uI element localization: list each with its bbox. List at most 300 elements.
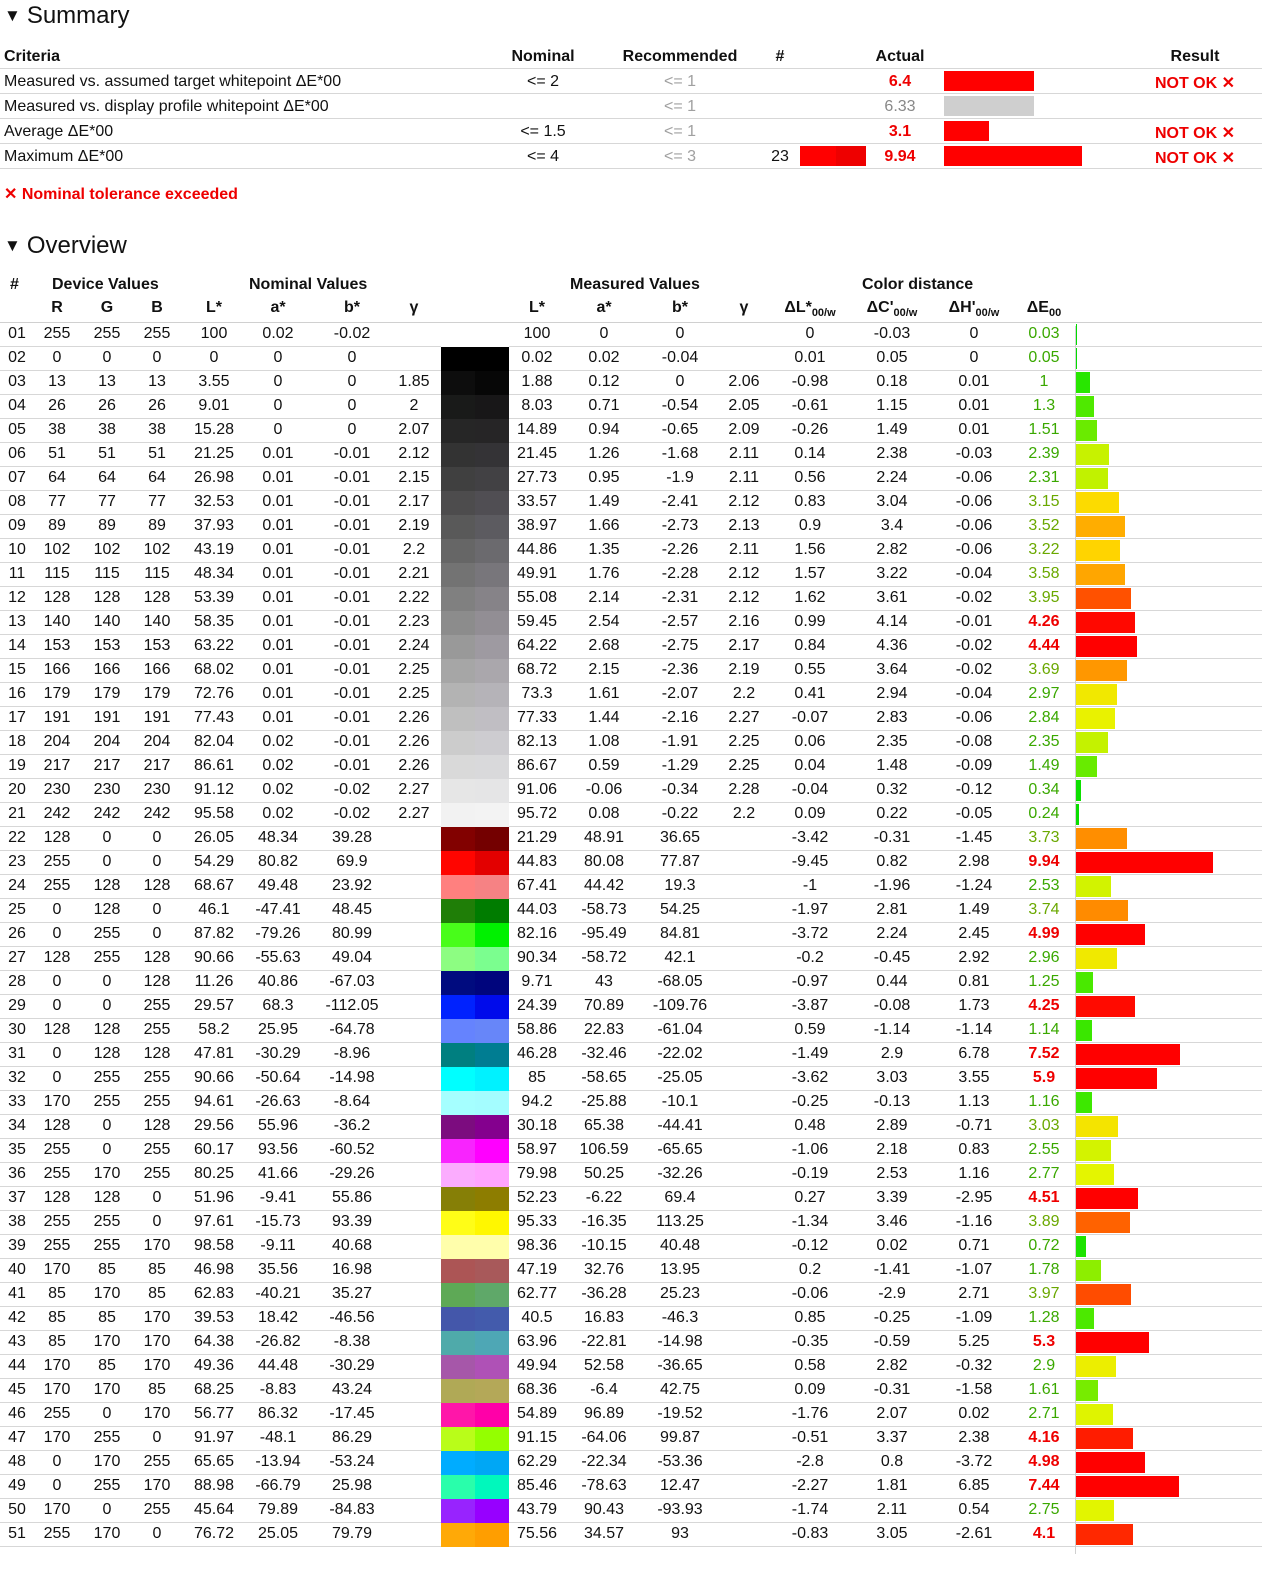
delta-h-cell: -0.06	[955, 709, 993, 726]
delta-e-cell: 3.74	[1028, 901, 1060, 918]
measured-a-cell: 0.12	[588, 373, 620, 390]
device-r-cell: 0	[52, 1453, 62, 1470]
summary-header-row	[0, 44, 1262, 69]
delta-l-cell: -3.87	[791, 997, 829, 1014]
device-b-cell: 170	[143, 1309, 171, 1326]
delta-e-bar	[1076, 1068, 1157, 1089]
measured-gamma-cell: 2.2	[732, 685, 756, 702]
delta-e-cell: 4.25	[1028, 997, 1060, 1014]
nominal-gamma-cell: 2.15	[398, 469, 430, 486]
nominal-b-cell: -0.01	[333, 757, 371, 774]
table-row	[0, 923, 1262, 947]
measured-a-cell: 44.42	[583, 877, 625, 894]
nominal-b-cell: -8.38	[333, 1333, 371, 1350]
delta-c-cell: 0.05	[876, 349, 908, 366]
device-r-cell: 170	[43, 1429, 71, 1446]
measured-swatch	[475, 539, 509, 563]
measured-l-cell: 0.02	[521, 349, 553, 366]
table-row	[0, 1067, 1262, 1091]
nominal-l-cell: 95.58	[193, 805, 235, 822]
delta-e-cell: 1	[1039, 373, 1049, 390]
device-b-cell: 0	[152, 349, 162, 366]
device-r-cell: 170	[43, 1501, 71, 1518]
delta-c-cell: 1.49	[876, 421, 908, 438]
table-row	[0, 1451, 1262, 1475]
nominal-values-header: Nominal Values	[249, 276, 368, 293]
measured-b-cell: 12.47	[659, 1477, 701, 1494]
delta-l-cell: 0.84	[794, 637, 826, 654]
measured-a-cell: -58.73	[581, 901, 627, 918]
measured-l-cell: 21.45	[516, 445, 558, 462]
delta-l-cell: -9.45	[791, 853, 829, 870]
summary-row	[0, 144, 1262, 169]
table-row	[0, 851, 1262, 875]
measured-b-cell: -93.93	[657, 1501, 703, 1518]
measured-swatch	[475, 1427, 509, 1451]
delta-e-cell: 1.78	[1028, 1261, 1060, 1278]
delta-h-cell: -0.06	[955, 469, 993, 486]
delta-h-cell: 0	[969, 349, 979, 366]
measured-a-cell: 1.49	[588, 493, 620, 510]
delta-c-cell: 0.02	[876, 1237, 908, 1254]
nominal-a-cell: 79.89	[257, 1501, 299, 1518]
delta-h-cell: 0.01	[958, 421, 990, 438]
delta-l-cell: 0.04	[794, 757, 826, 774]
device-g-cell: 128	[93, 901, 121, 918]
delta-e-cell: 3.03	[1028, 1117, 1060, 1134]
nominal-a-cell: -79.26	[255, 925, 301, 942]
device-g-cell: 0	[102, 997, 112, 1014]
delta-e-cell: 3.52	[1028, 517, 1060, 534]
nominal-b-cell: -0.02	[333, 325, 371, 342]
delta-e-bar	[1076, 1260, 1101, 1281]
criteria-cell: Measured vs. assumed target whitepoint ΔE*00	[4, 73, 342, 90]
delta-c-cell: -0.13	[873, 1093, 911, 1110]
device-r-cell: 242	[43, 805, 71, 822]
device-r-cell: 255	[43, 1165, 71, 1182]
delta-h-cell: 0	[969, 325, 979, 342]
patch-number-cell: 39	[8, 1237, 26, 1254]
patch-number-cell: 09	[8, 517, 26, 534]
device-r-cell: 140	[43, 613, 71, 630]
measured-l-cell: 55.08	[516, 589, 558, 606]
measured-swatch	[475, 347, 509, 371]
nominal-l-cell: 45.64	[193, 1501, 235, 1518]
patch-number-cell: 20	[8, 781, 26, 798]
nominal-swatch	[441, 395, 475, 419]
nominal-l-cell: 91.97	[193, 1429, 235, 1446]
delta-c-cell: -0.08	[873, 997, 911, 1014]
nominal-a-cell: 0.01	[262, 661, 294, 678]
nominal-b-cell: -84.83	[329, 1501, 375, 1518]
delta-h-cell: -0.03	[955, 445, 993, 462]
device-r-cell: 170	[43, 1357, 71, 1374]
delta-c-cell: 3.03	[876, 1069, 908, 1086]
nominal-gamma-cell: 2	[409, 397, 419, 414]
table-row	[0, 827, 1262, 851]
delta-e-cell: 1.14	[1028, 1021, 1060, 1038]
delta-l-cell: -2.27	[791, 1477, 829, 1494]
delta-h-cell: -2.61	[955, 1525, 993, 1542]
device-g-cell: 255	[93, 1429, 121, 1446]
measured-gamma-cell: 2.2	[732, 805, 756, 822]
delta-e-bar	[1076, 1380, 1098, 1401]
patch-number-cell: 15	[8, 661, 26, 678]
nominal-gamma-cell: 2.12	[398, 445, 430, 462]
measured-a-cell: -0.06	[585, 781, 623, 798]
nominal-gamma-cell: 2.07	[398, 421, 430, 438]
nominal-swatch	[441, 419, 475, 443]
nominal-swatch	[441, 779, 475, 803]
delta-e-cell: 4.51	[1028, 1189, 1060, 1206]
delta-h-cell: -0.08	[955, 733, 993, 750]
bar-axis-line	[1075, 326, 1076, 1554]
delta-c-cell: 0.22	[876, 805, 908, 822]
delta-e-bar	[1076, 492, 1119, 513]
measured-gamma-cell: 2.19	[728, 661, 760, 678]
device-r-cell: 170	[43, 1093, 71, 1110]
device-r-cell: 64	[48, 469, 66, 486]
device-r-cell: 255	[43, 1141, 71, 1158]
nominal-b-cell: -8.96	[333, 1045, 371, 1062]
col-gamma: γ	[409, 299, 419, 316]
nominal-swatch	[441, 323, 475, 347]
patch-number-cell: 18	[8, 733, 26, 750]
patch-number-cell: 04	[8, 397, 26, 414]
measured-l-cell: 94.2	[521, 1093, 553, 1110]
measured-swatch	[475, 947, 509, 971]
measured-a-cell: 106.59	[579, 1141, 629, 1158]
device-g-cell: 191	[93, 709, 121, 726]
nominal-gamma-cell: 2.24	[398, 637, 430, 654]
nominal-a-cell: 0.02	[262, 325, 294, 342]
nominal-b-cell: -0.01	[333, 541, 371, 558]
delta-h-cell: 0.81	[958, 973, 990, 990]
measured-gamma-cell: 2.17	[728, 637, 760, 654]
delta-e-bar	[1076, 372, 1090, 393]
delta-l-cell: -3.62	[791, 1069, 829, 1086]
measured-swatch	[475, 1067, 509, 1091]
nominal-l-cell: 43.19	[193, 541, 235, 558]
color-distance-header: Color distance	[862, 276, 974, 293]
device-g-cell: 85	[98, 1357, 116, 1374]
device-g-cell: 255	[93, 1213, 121, 1230]
overview-section-header[interactable]	[4, 232, 127, 260]
patch-number-cell: 27	[8, 949, 26, 966]
device-g-cell: 128	[93, 1021, 121, 1038]
measured-swatch	[475, 803, 509, 827]
nominal-swatch	[441, 1115, 475, 1139]
measured-l-cell: 43.79	[516, 1501, 558, 1518]
delta-l-cell: 0.58	[794, 1357, 826, 1374]
nominal-gamma-cell: 2.27	[398, 805, 430, 822]
measured-b-cell: -36.65	[657, 1357, 703, 1374]
measured-a-cell: 70.89	[583, 997, 625, 1014]
measured-b-cell: -1.29	[661, 757, 699, 774]
measured-swatch	[475, 443, 509, 467]
delta-e-bar	[1076, 540, 1120, 561]
patch-number-cell: 25	[8, 901, 26, 918]
nominal-a-cell: 0.01	[262, 589, 294, 606]
nominal-l-cell: 91.12	[193, 781, 235, 798]
device-b-cell: 85	[148, 1261, 166, 1278]
delta-c-cell: 2.81	[876, 901, 908, 918]
measured-a-cell: 0.94	[588, 421, 620, 438]
table-row	[0, 1283, 1262, 1307]
measured-swatch	[475, 971, 509, 995]
measured-gamma-cell: 2.12	[728, 493, 760, 510]
nominal-b-cell: 39.28	[331, 829, 373, 846]
delta-h-cell: -1.24	[955, 877, 993, 894]
criteria-cell: Maximum ΔE*00	[4, 148, 124, 165]
nominal-swatch	[441, 1163, 475, 1187]
delta-l-cell: -1.49	[791, 1045, 829, 1062]
table-row	[0, 875, 1262, 899]
device-g-cell: 255	[93, 1477, 121, 1494]
delta-h-cell: -3.72	[955, 1453, 993, 1470]
measured-a-cell: -25.88	[581, 1093, 627, 1110]
table-row	[0, 395, 1262, 419]
nominal-b-cell: 93.39	[331, 1213, 373, 1230]
device-b-cell: 0	[152, 901, 162, 918]
nominal-b-cell: 55.86	[331, 1189, 373, 1206]
delta-e-bar	[1076, 1500, 1114, 1521]
nominal-a-cell: 0.02	[262, 805, 294, 822]
delta-e-cell: 1.28	[1028, 1309, 1060, 1326]
device-r-cell: 204	[43, 733, 71, 750]
delta-e-cell: 0.34	[1028, 781, 1060, 798]
delta-e-cell: 0.72	[1028, 1237, 1060, 1254]
nominal-b-cell: -0.01	[333, 517, 371, 534]
measured-l-cell: 58.97	[516, 1141, 558, 1158]
nominal-l-cell: 90.66	[193, 1069, 235, 1086]
device-b-cell: 77	[148, 493, 166, 510]
delta-e-bar	[1076, 636, 1137, 657]
patch-number-cell: 05	[8, 421, 26, 438]
delta-c-cell: 2.24	[876, 469, 908, 486]
measured-b-cell: -0.54	[661, 397, 699, 414]
measured-b-cell: 84.81	[659, 925, 701, 942]
measured-l-cell: 91.06	[516, 781, 558, 798]
delta-e-bar	[1076, 324, 1077, 345]
measured-swatch	[475, 851, 509, 875]
delta-c-cell: 2.11	[877, 1501, 907, 1518]
measured-a-cell: -22.34	[581, 1453, 627, 1470]
nominal-swatch	[441, 1523, 475, 1547]
delta-c-cell: 4.36	[876, 637, 908, 654]
delta-l-cell: 0.56	[794, 469, 826, 486]
recommended-header: Recommended	[622, 48, 738, 65]
measured-gamma-cell: 2.13	[728, 517, 760, 534]
delta-e-bar	[1076, 1044, 1180, 1065]
nominal-a-cell: 0.01	[262, 445, 294, 462]
device-b-cell: 85	[148, 1381, 166, 1398]
delta-l-cell: -0.04	[791, 781, 829, 798]
patch-number-cell: 10	[8, 541, 26, 558]
measured-swatch	[475, 491, 509, 515]
delta-e-bar	[1076, 1188, 1138, 1209]
nominal-a-cell: 0.02	[262, 781, 294, 798]
device-g-cell: 179	[93, 685, 121, 702]
measured-swatch	[475, 1235, 509, 1259]
device-g-cell: 128	[93, 877, 121, 894]
nominal-a-cell: -50.64	[255, 1069, 301, 1086]
device-g-cell: 13	[98, 373, 116, 390]
delta-e-bar	[1076, 1092, 1092, 1113]
measured-b-cell: -65.65	[657, 1141, 703, 1158]
measured-l-cell: 49.91	[516, 565, 558, 582]
device-g-cell: 0	[102, 1501, 112, 1518]
measured-l-cell: 95.33	[516, 1213, 558, 1230]
device-g-cell: 128	[93, 1045, 121, 1062]
delta-e-cell: 4.16	[1028, 1429, 1060, 1446]
device-g-cell: 255	[93, 949, 121, 966]
delta-l-cell: 0.9	[798, 517, 822, 534]
nominal-swatch	[441, 587, 475, 611]
delta-e-bar	[1076, 1452, 1145, 1473]
measured-l-cell: 46.28	[516, 1045, 558, 1062]
delta-e-bar	[1076, 516, 1125, 537]
measured-l-cell: 82.16	[516, 925, 558, 942]
device-b-cell: 115	[144, 565, 170, 582]
nominal-swatch	[441, 899, 475, 923]
device-r-cell: 166	[43, 661, 71, 678]
measured-a-cell: 0.95	[588, 469, 620, 486]
measured-b-cell: 0	[675, 325, 685, 342]
device-g-cell: 38	[98, 421, 116, 438]
delta-e-cell: 1.25	[1028, 973, 1060, 990]
nominal-l-cell: 60.17	[193, 1141, 235, 1158]
device-r-cell: 255	[43, 325, 71, 342]
measured-a-cell: 1.66	[588, 517, 620, 534]
col-measured-b: b*	[672, 299, 688, 316]
delta-l-cell: 0.09	[794, 805, 826, 822]
table-row	[0, 371, 1262, 395]
device-r-cell: 0	[52, 1477, 62, 1494]
delta-c-cell: -0.45	[873, 949, 911, 966]
patch-number-cell: 43	[8, 1333, 26, 1350]
nominal-l-cell: 80.25	[193, 1165, 235, 1182]
measured-b-cell: -0.34	[661, 781, 699, 798]
delta-h-cell: 0.01	[958, 373, 990, 390]
measured-a-cell: -64.06	[581, 1429, 627, 1446]
delta-e-cell: 3.69	[1028, 661, 1060, 678]
measured-b-cell: -2.28	[661, 565, 699, 582]
delta-c-cell: 0.32	[876, 781, 908, 798]
measured-swatch	[475, 779, 509, 803]
criteria-header: Criteria	[4, 48, 61, 65]
measured-b-cell: 99.87	[659, 1429, 701, 1446]
measured-l-cell: 44.03	[516, 901, 558, 918]
measured-swatch	[475, 995, 509, 1019]
delta-e-cell: 1.49	[1028, 757, 1060, 774]
nominal-b-cell: 0	[347, 397, 357, 414]
nominal-swatch	[441, 947, 475, 971]
delta-c-cell: 2.24	[876, 925, 908, 942]
measured-swatch	[475, 1163, 509, 1187]
nominal-gamma-cell: 2.26	[398, 757, 430, 774]
table-row	[0, 731, 1262, 755]
measured-l-cell: 85	[528, 1069, 546, 1086]
device-b-cell: 26	[148, 397, 166, 414]
measured-l-cell: 52.23	[516, 1189, 558, 1206]
nominal-l-cell: 98.58	[193, 1237, 235, 1254]
delta-h-cell: 1.73	[958, 997, 990, 1014]
nominal-swatch	[441, 1019, 475, 1043]
delta-l-cell: -1.34	[791, 1213, 829, 1230]
nominal-a-cell: 0.01	[262, 637, 294, 654]
measured-l-cell: 98.36	[516, 1237, 558, 1254]
device-r-cell: 128	[43, 829, 71, 846]
delta-c-cell: 3.39	[876, 1189, 908, 1206]
nominal-a-cell: 55.96	[257, 1117, 299, 1134]
collapse-triangle-icon[interactable]: ▼	[4, 236, 21, 255]
delta-h-cell: -2.95	[955, 1189, 993, 1206]
nominal-cell: <= 2	[526, 73, 560, 90]
device-b-cell: 128	[143, 589, 171, 606]
device-g-cell: 140	[93, 613, 121, 630]
device-r-cell: 230	[43, 781, 71, 798]
collapse-triangle-icon[interactable]: ▼	[4, 6, 21, 25]
measured-l-cell: 9.71	[521, 973, 553, 990]
measured-a-cell: -36.28	[581, 1285, 627, 1302]
nominal-swatch	[441, 1427, 475, 1451]
nominal-b-cell: -0.01	[333, 589, 371, 606]
nominal-b-cell: -8.64	[333, 1093, 371, 1110]
nominal-swatch	[441, 539, 475, 563]
nominal-b-cell: 79.79	[331, 1525, 373, 1542]
delta-e-cell: 0.24	[1028, 805, 1060, 822]
measured-l-cell: 85.46	[516, 1477, 558, 1494]
patch-number-cell: 47	[8, 1429, 26, 1446]
measured-l-cell: 82.13	[516, 733, 558, 750]
summary-section-header[interactable]	[4, 2, 130, 30]
delta-e-bar	[1076, 972, 1093, 993]
delta-e-bar	[1076, 348, 1077, 369]
measured-l-cell: 30.18	[516, 1117, 558, 1134]
device-b-cell: 51	[148, 445, 166, 462]
nominal-l-cell: 87.82	[193, 925, 235, 942]
recommended-cell: <= 1	[663, 73, 697, 90]
hash-header: #	[775, 48, 785, 65]
delta-e-bar	[1076, 900, 1128, 921]
device-g-cell: 115	[94, 565, 120, 582]
nominal-l-cell: 26.05	[193, 829, 235, 846]
nominal-gamma-cell: 2.2	[402, 541, 426, 558]
table-row	[0, 1475, 1262, 1499]
table-row	[0, 1211, 1262, 1235]
nominal-gamma-cell: 2.27	[398, 781, 430, 798]
patch-number-cell: 44	[8, 1357, 26, 1374]
device-g-cell: 255	[93, 1069, 121, 1086]
measured-a-cell: 16.83	[583, 1309, 625, 1326]
device-r-cell: 217	[43, 757, 71, 774]
device-r-cell: 51	[48, 445, 66, 462]
delta-e-cell: 3.22	[1028, 541, 1060, 558]
delta-e-cell: 2.35	[1028, 733, 1060, 750]
measured-l-cell: 64.22	[516, 637, 558, 654]
device-b-cell: 0	[152, 829, 162, 846]
delta-l-cell: -0.2	[796, 949, 824, 966]
delta-l-cell: -0.19	[791, 1165, 829, 1182]
patch-number-cell: 50	[8, 1501, 26, 1518]
device-b-cell: 242	[143, 805, 171, 822]
table-row	[0, 563, 1262, 587]
delta-e-cell: 3.58	[1028, 565, 1060, 582]
nominal-b-cell: 23.92	[331, 877, 373, 894]
measured-b-cell: -2.16	[661, 709, 699, 726]
measured-a-cell: 96.89	[583, 1405, 625, 1422]
